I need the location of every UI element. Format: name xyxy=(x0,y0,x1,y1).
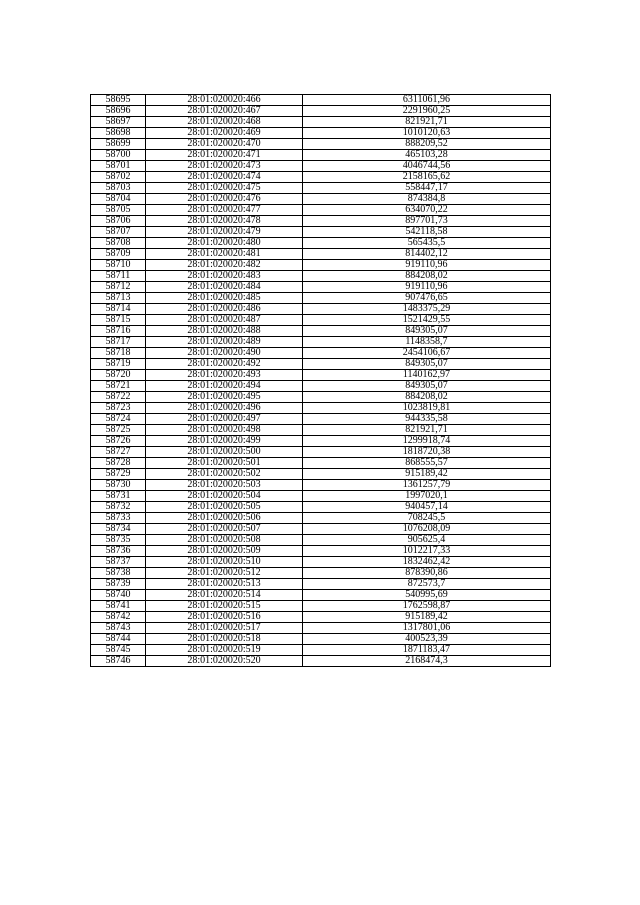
cadastral-number-cell: 28:01:020020:468 xyxy=(146,117,303,128)
row-number-cell: 58722 xyxy=(91,392,146,403)
cadastral-number-cell: 28:01:020020:483 xyxy=(146,271,303,282)
table-row xyxy=(91,194,551,205)
cadastral-number-cell: 28:01:020020:482 xyxy=(146,260,303,271)
row-number-cell: 58734 xyxy=(91,524,146,535)
value-cell: 400523,39 xyxy=(303,634,551,645)
value-cell: 1012217,33 xyxy=(303,546,551,557)
row-number-cell: 58730 xyxy=(91,480,146,491)
cadastral-number-cell: 28:01:020020:488 xyxy=(146,326,303,337)
row-number-cell: 58741 xyxy=(91,601,146,612)
cadastral-number-cell: 28:01:020020:479 xyxy=(146,227,303,238)
row-number-cell: 58721 xyxy=(91,381,146,392)
value-cell: 884208,02 xyxy=(303,271,551,282)
cadastral-number-cell: 28:01:020020:471 xyxy=(146,150,303,161)
value-cell: 849305,07 xyxy=(303,381,551,392)
cadastral-number-cell: 28:01:020020:498 xyxy=(146,425,303,436)
row-number-cell: 58710 xyxy=(91,260,146,271)
cadastral-number-cell: 28:01:020020:480 xyxy=(146,238,303,249)
table-row xyxy=(91,645,551,656)
row-number-cell: 58713 xyxy=(91,293,146,304)
row-number-cell: 58696 xyxy=(91,106,146,117)
cadastral-number-cell: 28:01:020020:501 xyxy=(146,458,303,469)
value-cell: 4046744,56 xyxy=(303,161,551,172)
table-row xyxy=(91,425,551,436)
table-row xyxy=(91,414,551,425)
value-cell: 2291960,25 xyxy=(303,106,551,117)
cadastral-number-cell: 28:01:020020:492 xyxy=(146,359,303,370)
value-cell: 821921,71 xyxy=(303,117,551,128)
table-row xyxy=(91,304,551,315)
table-row xyxy=(91,216,551,227)
table-row xyxy=(91,315,551,326)
value-cell: 634070,22 xyxy=(303,205,551,216)
value-cell: 1361257,79 xyxy=(303,480,551,491)
cadastral-number-cell: 28:01:020020:489 xyxy=(146,337,303,348)
value-cell: 905625,4 xyxy=(303,535,551,546)
row-number-cell: 58745 xyxy=(91,645,146,656)
row-number-cell: 58744 xyxy=(91,634,146,645)
value-cell: 1521429,55 xyxy=(303,315,551,326)
cadastral-number-cell: 28:01:020020:481 xyxy=(146,249,303,260)
table-row xyxy=(91,139,551,150)
table-row xyxy=(91,205,551,216)
table-row xyxy=(91,601,551,612)
table-row xyxy=(91,480,551,491)
row-number-cell: 58708 xyxy=(91,238,146,249)
row-number-cell: 58726 xyxy=(91,436,146,447)
value-cell: 874384,8 xyxy=(303,194,551,205)
row-number-cell: 58719 xyxy=(91,359,146,370)
row-number-cell: 58709 xyxy=(91,249,146,260)
value-cell: 868555,57 xyxy=(303,458,551,469)
row-number-cell: 58704 xyxy=(91,194,146,205)
value-cell: 1871183,47 xyxy=(303,645,551,656)
value-cell: 884208,02 xyxy=(303,392,551,403)
table-row xyxy=(91,623,551,634)
table-row xyxy=(91,359,551,370)
cadastral-number-cell: 28:01:020020:485 xyxy=(146,293,303,304)
table-row xyxy=(91,150,551,161)
cadastral-number-cell: 28:01:020020:493 xyxy=(146,370,303,381)
row-number-cell: 58742 xyxy=(91,612,146,623)
value-cell: 915189,42 xyxy=(303,469,551,480)
cadastral-number-cell: 28:01:020020:469 xyxy=(146,128,303,139)
value-cell: 897701,73 xyxy=(303,216,551,227)
table-row xyxy=(91,458,551,469)
row-number-cell: 58746 xyxy=(91,656,146,667)
cadastral-number-cell: 28:01:020020:486 xyxy=(146,304,303,315)
row-number-cell: 58707 xyxy=(91,227,146,238)
cadastral-number-cell: 28:01:020020:519 xyxy=(146,645,303,656)
row-number-cell: 58714 xyxy=(91,304,146,315)
cadastral-number-cell: 28:01:020020:497 xyxy=(146,414,303,425)
cadastral-number-cell: 28:01:020020:503 xyxy=(146,480,303,491)
row-number-cell: 58718 xyxy=(91,348,146,359)
table-row xyxy=(91,469,551,480)
row-number-cell: 58698 xyxy=(91,128,146,139)
cadastral-number-cell: 28:01:020020:490 xyxy=(146,348,303,359)
table-row xyxy=(91,656,551,667)
row-number-cell: 58711 xyxy=(91,271,146,282)
table-row xyxy=(91,183,551,194)
table-row xyxy=(91,293,551,304)
row-number-cell: 58705 xyxy=(91,205,146,216)
row-number-cell: 58700 xyxy=(91,150,146,161)
value-cell: 1299918,74 xyxy=(303,436,551,447)
row-number-cell: 58740 xyxy=(91,590,146,601)
table-row xyxy=(91,546,551,557)
cadastral-number-cell: 28:01:020020:506 xyxy=(146,513,303,524)
value-cell: 1148358,7 xyxy=(303,337,551,348)
table-row xyxy=(91,370,551,381)
value-cell: 849305,07 xyxy=(303,326,551,337)
value-cell: 944335,58 xyxy=(303,414,551,425)
row-number-cell: 58699 xyxy=(91,139,146,150)
table-row xyxy=(91,337,551,348)
cadastral-number-cell: 28:01:020020:475 xyxy=(146,183,303,194)
value-cell: 872573,7 xyxy=(303,579,551,590)
table-row xyxy=(91,282,551,293)
row-number-cell: 58695 xyxy=(91,95,146,106)
value-cell: 2454106,67 xyxy=(303,348,551,359)
value-cell: 540995,69 xyxy=(303,590,551,601)
value-cell: 940457,14 xyxy=(303,502,551,513)
cadastral-number-cell: 28:01:020020:473 xyxy=(146,161,303,172)
row-number-cell: 58731 xyxy=(91,491,146,502)
table-row xyxy=(91,326,551,337)
row-number-cell: 58697 xyxy=(91,117,146,128)
value-cell: 1762598,87 xyxy=(303,601,551,612)
value-cell: 708245,5 xyxy=(303,513,551,524)
cadastral-number-cell: 28:01:020020:505 xyxy=(146,502,303,513)
row-number-cell: 58729 xyxy=(91,469,146,480)
cadastral-number-cell: 28:01:020020:478 xyxy=(146,216,303,227)
cadastral-number-cell: 28:01:020020:520 xyxy=(146,656,303,667)
cadastral-number-cell: 28:01:020020:467 xyxy=(146,106,303,117)
data-table xyxy=(90,94,551,667)
cadastral-number-cell: 28:01:020020:496 xyxy=(146,403,303,414)
cadastral-number-cell: 28:01:020020:502 xyxy=(146,469,303,480)
value-cell: 849305,07 xyxy=(303,359,551,370)
value-cell: 1818720,38 xyxy=(303,447,551,458)
table-row xyxy=(91,579,551,590)
cadastral-number-cell: 28:01:020020:484 xyxy=(146,282,303,293)
row-number-cell: 58743 xyxy=(91,623,146,634)
value-cell: 1317801,06 xyxy=(303,623,551,634)
cadastral-number-cell: 28:01:020020:470 xyxy=(146,139,303,150)
value-cell: 1076208,09 xyxy=(303,524,551,535)
cadastral-number-cell: 28:01:020020:476 xyxy=(146,194,303,205)
cadastral-number-cell: 28:01:020020:510 xyxy=(146,557,303,568)
cadastral-number-cell: 28:01:020020:516 xyxy=(146,612,303,623)
row-number-cell: 58728 xyxy=(91,458,146,469)
row-number-cell: 58703 xyxy=(91,183,146,194)
row-number-cell: 58706 xyxy=(91,216,146,227)
value-cell: 1010120,63 xyxy=(303,128,551,139)
value-cell: 1483375,29 xyxy=(303,304,551,315)
value-cell: 2168474,3 xyxy=(303,656,551,667)
value-cell: 465103,28 xyxy=(303,150,551,161)
table-row xyxy=(91,238,551,249)
table-row xyxy=(91,513,551,524)
cadastral-number-cell: 28:01:020020:499 xyxy=(146,436,303,447)
row-number-cell: 58712 xyxy=(91,282,146,293)
row-number-cell: 58736 xyxy=(91,546,146,557)
row-number-cell: 58727 xyxy=(91,447,146,458)
cadastral-number-cell: 28:01:020020:507 xyxy=(146,524,303,535)
cadastral-number-cell: 28:01:020020:518 xyxy=(146,634,303,645)
value-cell: 1997020,1 xyxy=(303,491,551,502)
cadastral-number-cell: 28:01:020020:508 xyxy=(146,535,303,546)
table-row xyxy=(91,568,551,579)
table-row xyxy=(91,403,551,414)
table-row xyxy=(91,348,551,359)
table-row xyxy=(91,590,551,601)
cadastral-number-cell: 28:01:020020:487 xyxy=(146,315,303,326)
row-number-cell: 58737 xyxy=(91,557,146,568)
table-row xyxy=(91,227,551,238)
row-number-cell: 58739 xyxy=(91,579,146,590)
table-row xyxy=(91,524,551,535)
cadastral-number-cell: 28:01:020020:494 xyxy=(146,381,303,392)
value-cell: 542118,58 xyxy=(303,227,551,238)
table-row xyxy=(91,271,551,282)
cadastral-number-cell: 28:01:020020:500 xyxy=(146,447,303,458)
cadastral-number-cell: 28:01:020020:512 xyxy=(146,568,303,579)
row-number-cell: 58733 xyxy=(91,513,146,524)
value-cell: 919110,96 xyxy=(303,260,551,271)
row-number-cell: 58717 xyxy=(91,337,146,348)
table-row xyxy=(91,612,551,623)
cadastral-number-cell: 28:01:020020:495 xyxy=(146,392,303,403)
row-number-cell: 58738 xyxy=(91,568,146,579)
table-row xyxy=(91,502,551,513)
table-row xyxy=(91,260,551,271)
cadastral-number-cell: 28:01:020020:517 xyxy=(146,623,303,634)
value-cell: 814402,12 xyxy=(303,249,551,260)
row-number-cell: 58732 xyxy=(91,502,146,513)
table-row xyxy=(91,557,551,568)
cadastral-number-cell: 28:01:020020:509 xyxy=(146,546,303,557)
value-cell: 1832462,42 xyxy=(303,557,551,568)
value-cell: 565435,5 xyxy=(303,238,551,249)
cadastral-number-cell: 28:01:020020:504 xyxy=(146,491,303,502)
cadastral-number-cell: 28:01:020020:477 xyxy=(146,205,303,216)
value-cell: 888209,52 xyxy=(303,139,551,150)
row-number-cell: 58723 xyxy=(91,403,146,414)
row-number-cell: 58724 xyxy=(91,414,146,425)
cadastral-number-cell: 28:01:020020:515 xyxy=(146,601,303,612)
table-row xyxy=(91,436,551,447)
table-row xyxy=(91,491,551,502)
table-row xyxy=(91,161,551,172)
row-number-cell: 58701 xyxy=(91,161,146,172)
value-cell: 907476,65 xyxy=(303,293,551,304)
value-cell: 2158165,62 xyxy=(303,172,551,183)
value-cell: 915189,42 xyxy=(303,612,551,623)
cadastral-number-cell: 28:01:020020:466 xyxy=(146,95,303,106)
value-cell: 919110,96 xyxy=(303,282,551,293)
value-cell: 821921,71 xyxy=(303,425,551,436)
table-row xyxy=(91,381,551,392)
value-cell: 558447,17 xyxy=(303,183,551,194)
table-row xyxy=(91,117,551,128)
row-number-cell: 58716 xyxy=(91,326,146,337)
value-cell: 1023819,81 xyxy=(303,403,551,414)
row-number-cell: 58715 xyxy=(91,315,146,326)
cadastral-number-cell: 28:01:020020:474 xyxy=(146,172,303,183)
table-row xyxy=(91,128,551,139)
row-number-cell: 58702 xyxy=(91,172,146,183)
table-row xyxy=(91,95,551,106)
table-row xyxy=(91,172,551,183)
table-row xyxy=(91,392,551,403)
value-cell: 6311061,96 xyxy=(303,95,551,106)
table-row xyxy=(91,447,551,458)
value-cell: 878390,86 xyxy=(303,568,551,579)
table-row xyxy=(91,106,551,117)
table-row xyxy=(91,249,551,260)
cadastral-number-cell: 28:01:020020:513 xyxy=(146,579,303,590)
row-number-cell: 58735 xyxy=(91,535,146,546)
table-row xyxy=(91,535,551,546)
cadastral-number-cell: 28:01:020020:514 xyxy=(146,590,303,601)
row-number-cell: 58720 xyxy=(91,370,146,381)
table-body xyxy=(91,95,551,667)
value-cell: 1140162,97 xyxy=(303,370,551,381)
table-row xyxy=(91,634,551,645)
row-number-cell: 58725 xyxy=(91,425,146,436)
